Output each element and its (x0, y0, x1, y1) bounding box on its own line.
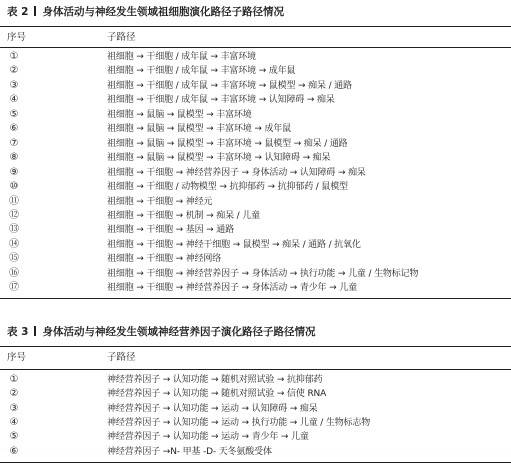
table3-top-rule (0, 346, 511, 347)
table-row (0, 137, 511, 151)
table-row (0, 108, 511, 122)
row-path: 祖细胞 → 干细胞 → 神经营养因子 → 身体活动 → 青少年 → 儿童 (107, 283, 357, 294)
table3-header-rule (0, 369, 511, 370)
table-row (0, 252, 511, 266)
table-row (0, 50, 511, 64)
table-row (0, 93, 511, 107)
row-index: ⑭ (9, 238, 19, 250)
row-path: 祖细胞 → 鼠脑 → 鼠模型 → 丰富环境 → 成年鼠 (107, 124, 292, 135)
row-path: 神经营养因子 → 认知功能 → 随机对照试验 → 抗抑郁药 (107, 375, 323, 385)
row-index: ③ (9, 79, 19, 91)
row-index: ④ (9, 416, 19, 428)
table-row (0, 195, 511, 209)
table-row (0, 445, 511, 459)
row-index: ⑬ (9, 224, 19, 236)
row-index: ② (9, 388, 19, 400)
row-path: 祖细胞 → 鼠脑 → 鼠模型 → 丰富环境 → 鼠模型 → 痴呆 / 通路 (107, 138, 348, 149)
table-row (0, 64, 511, 78)
row-index: ⑤ (9, 431, 19, 443)
table-row (0, 180, 511, 194)
row-index: ⑥ (9, 445, 19, 457)
row-path: 神经营养因子 → 认知功能 → 运动 → 认知障碍 → 痴呆 (107, 403, 318, 414)
table-row (0, 430, 511, 444)
table3-header-index: 序号 (7, 352, 27, 363)
row-path: 祖细胞 → 鼠脑 → 鼠模型 → 丰富环境 (107, 109, 252, 120)
table2-header-path: 子路径 (107, 32, 136, 43)
row-index: ④ (9, 94, 19, 106)
table2-label: 表 2 (7, 6, 29, 18)
table2-header-index: 序号 (7, 32, 27, 43)
table-row (0, 166, 511, 180)
row-path: 祖细胞 → 干细胞 / 成年鼠 → 丰富环境 → 鼠模型 → 痴呆 / 通路 (107, 80, 352, 91)
row-index: ⑮ (9, 253, 19, 265)
table-row (0, 238, 511, 252)
row-index: ③ (9, 402, 19, 414)
row-path: 祖细胞 → 干细胞 → 神经元 (107, 196, 213, 207)
row-path: 神经营养因子 → 认知功能 → 随机对照试验 → 信使 RNA (107, 389, 327, 400)
row-path: 祖细胞 → 干细胞 → 神经营养因子 → 身体活动 → 执行功能 → 儿童 / 生物标记物 (107, 268, 419, 279)
row-path: 祖细胞 → 干细胞 → 神经干细胞 → 鼠模型 → 痴呆 / 通路 / 抗氧化 (107, 239, 361, 250)
row-path: 祖细胞 → 鼠脑 → 鼠模型 → 丰富环境 → 认知障碍 → 痴呆 (107, 153, 331, 164)
row-index: ⑤ (9, 108, 19, 120)
row-index: ⑪ (9, 195, 19, 207)
table-row (0, 402, 511, 416)
table2-title-text: 身体活动与神经发生领域祖细胞演化路径子路径情况 (42, 6, 284, 18)
row-path: 祖细胞 → 干细胞 → 机制 → 痴呆 / 儿童 (107, 210, 260, 221)
table-row (0, 373, 511, 387)
row-index: ⑯ (9, 267, 19, 279)
row-path: 祖细胞 → 干细胞 / 成年鼠 → 丰富环境 → 成年鼠 (107, 66, 296, 77)
table2-header-rule (0, 47, 511, 48)
row-index: ⑦ (9, 137, 19, 149)
table-row (0, 122, 511, 136)
row-path: 祖细胞 → 干细胞 → 基因 → 通路 (107, 225, 234, 236)
row-path: 神经营养因子 → 认知功能 → 运动 → 青少年 → 儿童 (107, 432, 309, 443)
table-row (0, 79, 511, 93)
row-path: 祖细胞 → 干细胞 / 成年鼠 → 丰富环境 → 认知障碍 → 痴呆 (107, 95, 335, 106)
row-path: 祖细胞 → 干细胞 → 神经网络 (107, 254, 222, 265)
row-path: 祖细胞 → 干细胞 / 动物模型 → 抗抑郁药 → 抗抑郁药 / 鼠模型 (107, 182, 348, 193)
title-separator (34, 6, 36, 16)
title-separator (34, 326, 36, 336)
row-index: ⑫ (9, 209, 19, 221)
row-path: 祖细胞 → 干细胞 → 神经营养因子 → 身体活动 → 认知障碍 → 痴呆 (107, 167, 366, 178)
table2-bottom-rule (0, 298, 511, 299)
row-index: ⑥ (9, 123, 19, 135)
table-row (0, 209, 511, 223)
row-index: ② (9, 65, 19, 77)
table3-title (7, 324, 315, 340)
row-path: 神经营养因子 →N- 甲基 -D- 天冬氨酸受体 (107, 446, 272, 457)
table3-label: 表 3 (7, 326, 29, 338)
row-index: ⑩ (9, 181, 19, 193)
table3-bottom-rule (0, 462, 511, 463)
row-index: ⑧ (9, 152, 19, 164)
table-row (0, 281, 511, 295)
row-index: ⑰ (9, 282, 19, 294)
table-row (0, 267, 511, 281)
table2-title (7, 4, 284, 20)
row-index: ① (9, 374, 19, 385)
row-path: 神经营养因子 → 认知功能 → 运动 → 执行功能 → 儿童 / 生物标志物 (107, 417, 371, 428)
table3-header-path: 子路径 (107, 352, 136, 363)
row-path: 祖细胞 → 干细胞 / 成年鼠 → 丰富环境 (107, 52, 256, 62)
table3-title-text: 身体活动与神经发生领域神经营养因子演化路径子路径情况 (42, 326, 316, 338)
table-row (0, 416, 511, 430)
table2-top-rule (0, 26, 511, 27)
row-index: ⑨ (9, 166, 19, 178)
table-row (0, 223, 511, 237)
table-row (0, 387, 511, 401)
table-row (0, 151, 511, 165)
row-index: ① (9, 51, 19, 62)
